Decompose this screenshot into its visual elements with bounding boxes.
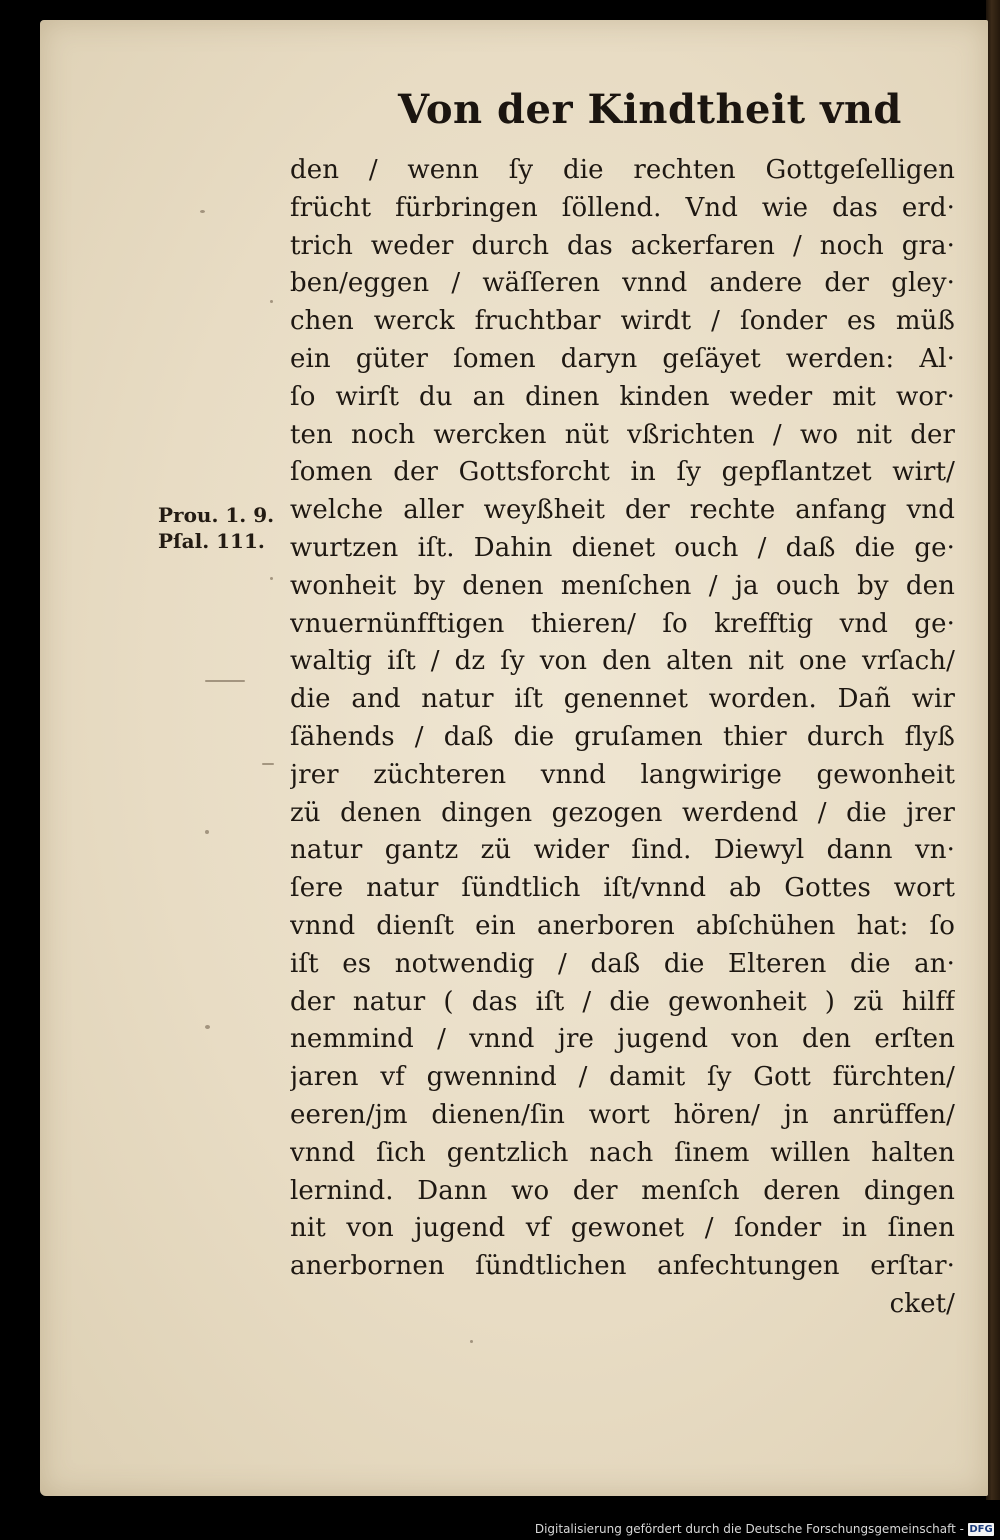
text-line: wonheit by denen menſchen / ja ouch by den [290,570,955,601]
text-line: welche aller weyßheit der rechte anfang vnd [290,495,955,526]
body-text [290,152,955,1324]
text-line: ben/eggen / wäſſeren vnnd andere der gley· [290,268,955,299]
text-line: wurtzen iſt. Dahin dienet ouch / daß die ge· [290,532,955,563]
text-line: ſo wirſt du an dinen kinden weder mit wor· [290,381,955,412]
text-line: jaren vf gwennind / damit ſy Gott fürchten/ [290,1062,955,1093]
text-line: iſt es notwendig / daß die Elteren die an· [290,948,955,979]
text-line: den / wenn ſy die rechten Gottgeſelligen [290,155,955,185]
margin-speck [200,210,205,213]
text-line: vnnd dienſt ein anerboren abſchühen hat: ſo [290,910,955,941]
text-line: ein güter ſomen daryn geſäyet werden: Al· [290,343,955,374]
text-line: zü denen dingen gezogen werdend / die jrer [290,797,955,828]
margin-speck [205,830,209,834]
margin-speck [205,1025,210,1029]
text-line: jrer züchteren vnnd langwirige gewonheit [290,759,955,790]
text-line: ſomen der Gottsforcht in ſy gepflantzet wirt/ [290,457,955,488]
catchword: cket/ [889,1288,955,1319]
margin-speck [205,680,245,682]
text-line: ſähends / daß die gruſamen thier durch flyß [290,721,955,752]
text-line: nit von jugend vf gewonet / ſonder in ſinen [290,1213,955,1244]
dfg-logo: DFG [969,1524,993,1535]
margin-speck [470,1340,473,1343]
text-line: die and natur iſt genennet worden. Dañ wir [290,684,955,715]
margin-speck [270,577,273,580]
margin-note-proverbs: Prou. 1. 9. [158,503,275,527]
text-line: frücht fürbringen ſöllend. Vnd wie das erd· [290,192,955,223]
margin-note-psalm: Pſal. 111. [158,529,265,553]
text-line: ten noch wercken nüt vßrichten / wo nit der [290,419,955,450]
text-line: waltig iſt / dz ſy von den alten nit one vrſach/ [290,646,955,677]
text-line: eeren/jm dienen/ſin wort hören/ jn anrüffen/ [290,1099,955,1130]
text-line: ſere natur ſündtlich iſt/vnnd ab Gottes wort [290,873,955,904]
running-head: Von der Kindtheit vnd [398,86,902,133]
margin-speck [262,763,274,765]
text-line: vnnd ſich gentzlich nach ſinem willen halten [290,1137,955,1168]
book-edge [986,0,1000,1500]
text-line: natur gantz zü wider ſind. Diewyl dann vn· [290,835,955,866]
text-line: der natur ( das iſt / die gewonheit ) zü hilff [290,986,955,1017]
margin-speck [270,300,273,303]
text-line: anerbornen ſündtlichen anfechtungen erſtar· [290,1251,955,1282]
text-line: nemmind / vnnd jre jugend von den erſten [290,1024,955,1055]
text-line: trich weder durch das ackerfaren / noch gra· [290,230,955,261]
text-line: vnuernünfftigen thieren/ ſo krefftig vnd ge· [290,608,955,639]
digitization-credit: Digitalisierung gefördert durch die Deutsche Forschungsgemeinschaft - [534,1522,964,1536]
text-line: chen werck fruchtbar wirdt / ſonder es müß [290,306,955,337]
text-line: lernind. Dann wo der menſch deren dingen [290,1175,955,1206]
